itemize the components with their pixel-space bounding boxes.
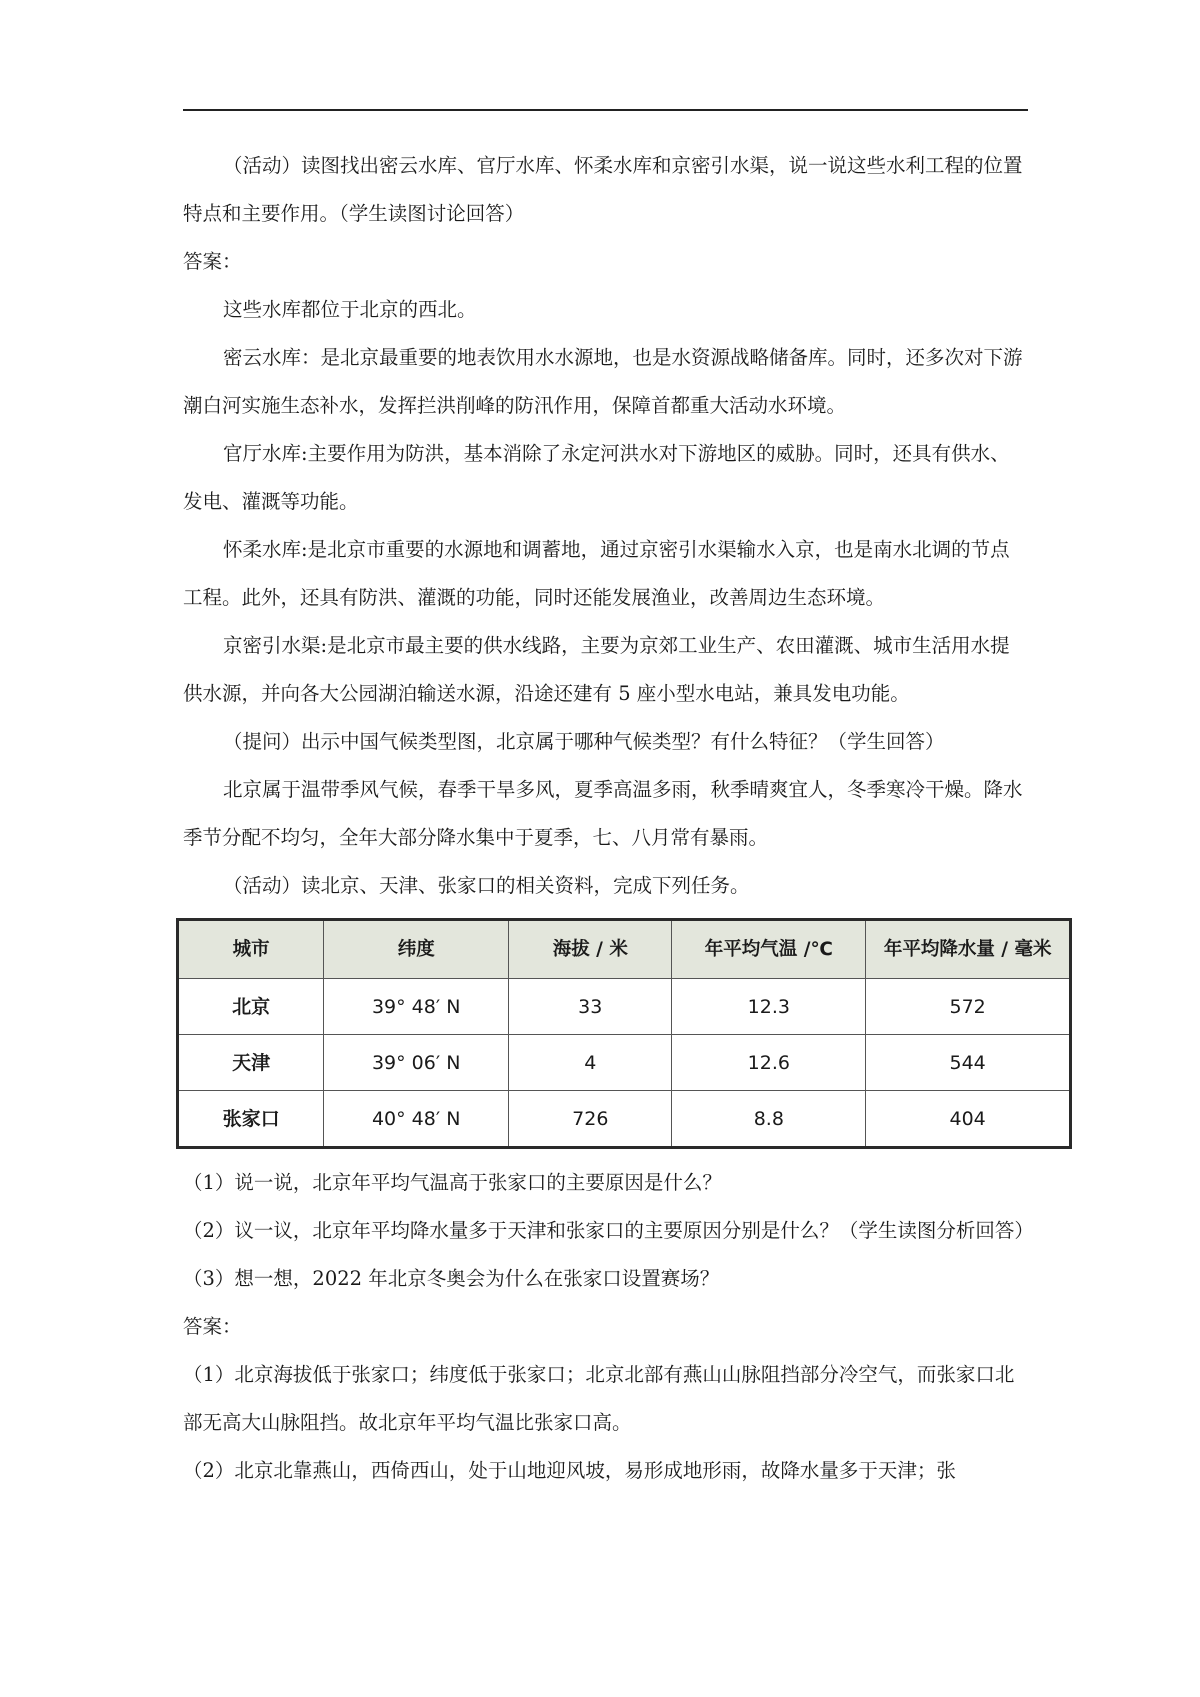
table-cell: 天津 [178, 1035, 324, 1091]
table-cell: 8.8 [672, 1091, 866, 1148]
paragraphs-top [183, 142, 1028, 910]
table-cell: 40° 48′ N [324, 1091, 509, 1148]
table-header-cell: 年平均降水量 / 毫米 [866, 920, 1071, 979]
table-header-cell: 年平均气温 /℃ [672, 920, 866, 979]
paragraph: 密云水库：是北京最重要的地表饮用水水源地，也是水资源战略储备库。同时，还多次对下游潮白河实施生态补水，发挥拦洪削峰的防汛作用，保障首都重大活动水环境。 [183, 346, 1023, 417]
document-body [183, 142, 1052, 1495]
paragraph: （2）议一议，北京年平均降水量多于天津和张家口的主要原因分别是什么？（学生读图分析回答） [183, 1219, 1034, 1242]
table-body [178, 979, 1071, 1148]
table-cell: 12.6 [672, 1035, 866, 1091]
table-cell: 544 [866, 1035, 1071, 1091]
paragraph: 答案： [183, 250, 242, 273]
paragraph: （1）说一说，北京年平均气温高于张家口的主要原因是什么？ [183, 1171, 722, 1194]
paragraph: 怀柔水库:是北京市重要的水源地和调蓄地，通过京密引水渠输水入京，也是南水北调的节点工程。此外，还具有防洪、灌溉的功能，同时还能发展渔业，改善周边生态环境。 [183, 538, 1010, 609]
paragraph: （3）想一想，2022 年北京冬奥会为什么在张家口设置赛场？ [183, 1267, 720, 1290]
paragraph: （2）北京北靠燕山，西倚西山，处于山地迎风坡，易形成地形雨，故降水量多于天津；张 [183, 1459, 956, 1482]
paragraphs-bottom [183, 1159, 1034, 1495]
table-header-cell: 海拔 / 米 [509, 920, 672, 979]
paragraph: （提问）出示中国气候类型图，北京属于哪种气候类型？有什么特征？（学生回答） [223, 730, 945, 753]
table-cell: 北京 [178, 979, 324, 1035]
header-rule [183, 109, 1028, 111]
table-header-cell: 纬度 [324, 920, 509, 979]
table-cell: 39° 06′ N [324, 1035, 509, 1091]
table-row [178, 979, 1071, 1035]
table-header-row [178, 920, 1071, 979]
table-cell: 726 [509, 1091, 672, 1148]
table-cell: 39° 48′ N [324, 979, 509, 1035]
table-cell: 12.3 [672, 979, 866, 1035]
paragraph: 北京属于温带季风气候，春季干旱多风，夏季高温多雨，秋季晴爽宜人，冬季寒冷干燥。降水季节分配不均匀，全年大部分降水集中于夏季，七、八月常有暴雨。 [183, 778, 1023, 849]
table-cell: 4 [509, 1035, 672, 1091]
table-header-cell: 城市 [178, 920, 324, 979]
paragraph: 京密引水渠:是北京市最主要的供水线路，主要为京郊工业生产、农田灌溉、城市生活用水提供水源，并向各大公园湖泊输送水源，沿途还建有 5 座小型水电站，兼具发电功能。 [183, 634, 1010, 705]
table-row [178, 1035, 1071, 1091]
climate-data-table [176, 918, 1072, 1149]
paragraph: 这些水库都位于北京的西北。 [223, 298, 477, 321]
table-cell: 404 [866, 1091, 1071, 1148]
climate-table-wrapper [176, 918, 1052, 1149]
table-cell: 572 [866, 979, 1071, 1035]
paragraph: （1）北京海拔低于张家口；纬度低于张家口；北京北部有燕山山脉阻挡部分冷空气，而张家口北部无高大山脉阻挡。故北京年平均气温比张家口高。 [183, 1363, 1015, 1434]
paragraph: （活动）读图找出密云水库、官厅水库、怀柔水库和京密引水渠，说一说这些水利工程的位置特点和主要作用。（学生读图讨论回答） [183, 154, 1023, 225]
table-cell: 33 [509, 979, 672, 1035]
table-row [178, 1091, 1071, 1148]
table-cell: 张家口 [178, 1091, 324, 1148]
paragraph: 答案： [183, 1315, 242, 1338]
paragraph: 官厅水库:主要作用为防洪，基本消除了永定河洪水对下游地区的威胁。同时，还具有供水、发电、灌溉等功能。 [183, 442, 1010, 513]
paragraph: （活动）读北京、天津、张家口的相关资料，完成下列任务。 [223, 874, 750, 897]
